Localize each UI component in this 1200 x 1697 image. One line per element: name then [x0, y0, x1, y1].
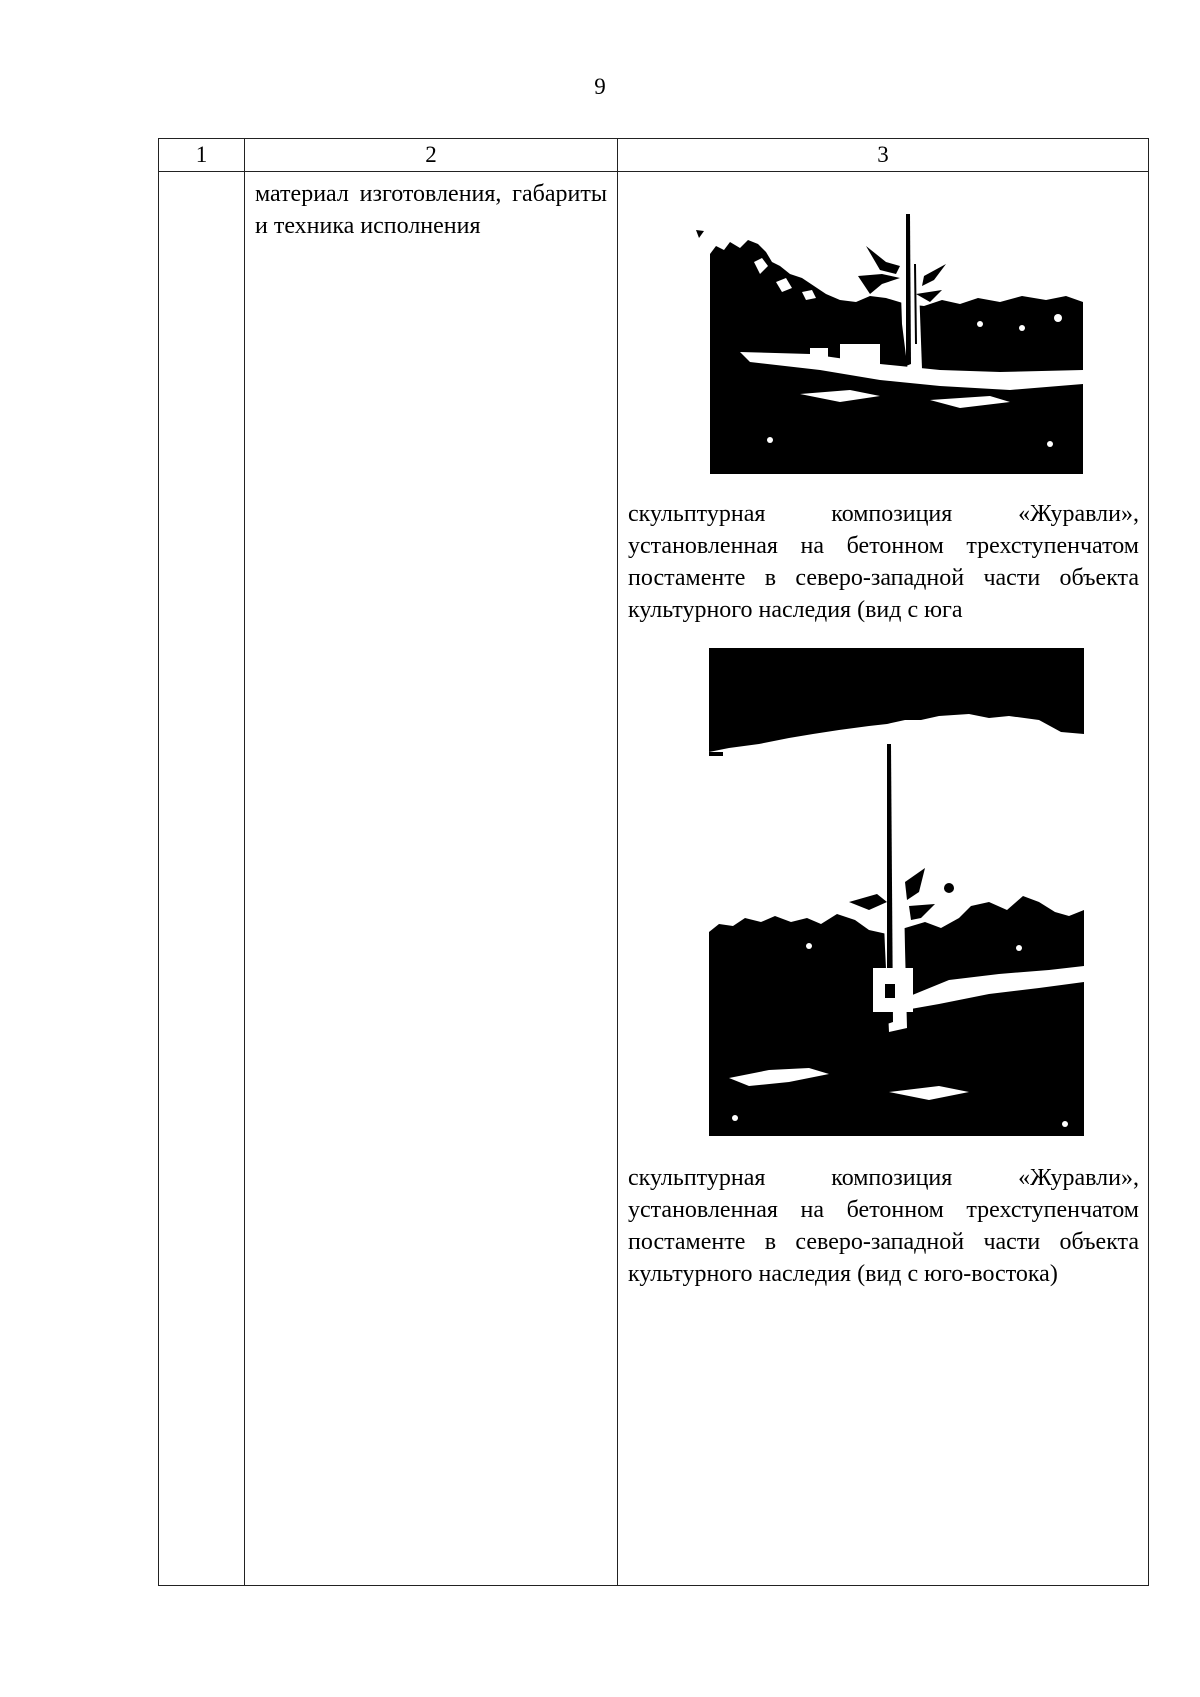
- photo-caption-southeast: скульптурная композиция «Журавли», установленная на бетонном трехступенчатом постаменте в северо-западной части объекта культурного наследия (вид с юго-востока): [628, 1165, 1139, 1287]
- table-header-row: [159, 139, 1149, 172]
- page-number: 9: [594, 74, 606, 99]
- photos-column: [618, 204, 1148, 1290]
- cell-description: [245, 172, 618, 1586]
- header-cell-2: 2: [245, 139, 618, 172]
- table-row: [159, 172, 1149, 1586]
- header-cell-1: 1: [159, 139, 245, 172]
- monument-photo-south: [710, 204, 1083, 474]
- corner-mark: [696, 230, 704, 238]
- cell-number: [159, 172, 245, 1586]
- header-cell-3: 3: [618, 139, 1149, 172]
- monument-photo-southeast: [709, 648, 1084, 1136]
- cell-photos: [618, 172, 1149, 1586]
- photo-caption-south: скульптурная композиция «Журавли», установленная на бетонном трехступенчатом постаменте в северо-западной части объекта культурного наследия (вид с юга: [628, 501, 1139, 623]
- document-table: [158, 138, 1149, 1586]
- description-text: материал изготовления, габариты и техника исполнения: [255, 181, 607, 239]
